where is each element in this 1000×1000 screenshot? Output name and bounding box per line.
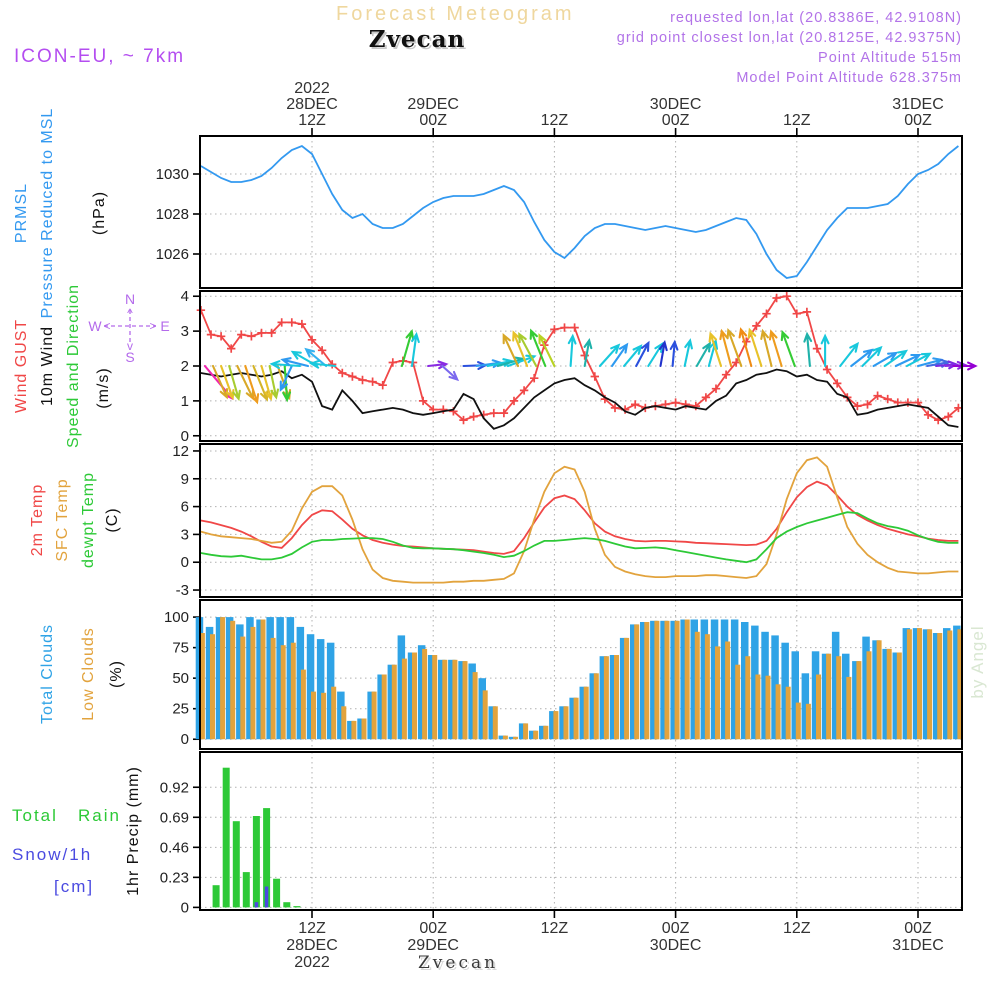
prmsl-label: PRMSL (13, 182, 30, 244)
snow-1h-label: Snow/1h (12, 845, 93, 864)
rain-series (213, 768, 301, 908)
cm-unit-label: [cm] (54, 877, 95, 896)
svg-text:3: 3 (180, 323, 189, 341)
wind-gust-label: Wind GUST (13, 318, 30, 414)
ms-unit-label: (m/s) (95, 367, 112, 409)
svg-text:100: 100 (163, 609, 189, 627)
svg-text:6: 6 (180, 498, 189, 516)
precip-axis-label: 1hr Precip (mm) (125, 766, 142, 896)
total-clouds-label: Total Clouds (39, 623, 56, 725)
svg-text:00Z: 00Z (661, 920, 690, 937)
svg-text:12: 12 (172, 442, 189, 460)
10m-wind-series (201, 370, 959, 429)
svg-text:29DEC: 29DEC (407, 937, 459, 954)
svg-text:30DEC: 30DEC (649, 96, 702, 113)
svg-text:2022: 2022 (294, 80, 330, 97)
model-point-altitude: Model Point Altitude 628.375m (736, 70, 962, 86)
wind-direction-compass (88, 291, 169, 365)
requested-lonlat: requested lon,lat (20.8386E, 42.9108N) (670, 10, 962, 26)
watermark: by Angel (968, 625, 987, 699)
svg-text:31DEC: 31DEC (892, 96, 944, 113)
svg-text:0: 0 (180, 899, 189, 917)
svg-text:28DEC: 28DEC (286, 96, 338, 113)
svg-text:12Z: 12Z (298, 112, 326, 129)
svg-text:1030: 1030 (155, 166, 189, 183)
svg-text:00Z: 00Z (419, 112, 447, 129)
svg-text:3: 3 (180, 526, 189, 544)
precip-panel (160, 752, 962, 916)
footer-station-label: Zvecan (418, 953, 499, 973)
svg-text:0.46: 0.46 (159, 839, 189, 857)
svg-text:2022: 2022 (294, 954, 330, 971)
svg-text:2: 2 (180, 358, 189, 375)
rain-word-label: Rain (78, 806, 121, 825)
pressure-reduced-to-msl-label: Pressure Reduced to MSL (39, 107, 56, 319)
svg-text:-3: -3 (175, 582, 189, 600)
svg-text:12Z: 12Z (298, 920, 326, 937)
svg-text:E: E (160, 318, 170, 334)
svg-text:12Z: 12Z (783, 920, 811, 937)
hpa-unit-label: (hPa) (91, 190, 108, 236)
c-unit-label: (C) (104, 507, 121, 533)
svg-text:v: v (127, 339, 133, 353)
svg-text:<: < (103, 319, 111, 333)
svg-text:9: 9 (180, 470, 189, 488)
station-title: Zvecan (368, 26, 466, 53)
svg-text:00Z: 00Z (904, 112, 932, 129)
svg-text:75: 75 (172, 639, 189, 657)
model-label: ICON-EU, ~ 7km (14, 46, 186, 67)
prmsl-series (201, 146, 959, 278)
svg-text:0.23: 0.23 (159, 869, 189, 887)
wind-panel (181, 288, 976, 445)
svg-text:50: 50 (172, 670, 189, 688)
svg-text:30DEC: 30DEC (649, 937, 702, 954)
svg-text:1026: 1026 (155, 246, 189, 263)
svg-text:31DEC: 31DEC (892, 937, 944, 954)
speed-and-direction-label: Speed and Direction (65, 284, 82, 448)
svg-text:0: 0 (180, 427, 189, 445)
rain-total-label: Total (12, 806, 58, 825)
svg-text:>: > (149, 319, 157, 333)
wind-10m-label: 10m Wind (39, 325, 56, 407)
svg-text:12Z: 12Z (783, 112, 811, 129)
svg-text:N: N (124, 291, 136, 307)
temp-dewpt-label: dewpt Temp (80, 472, 97, 568)
svg-text:4: 4 (180, 288, 189, 306)
low-clouds-label: Low Clouds (80, 627, 97, 721)
clouds-panel (164, 600, 962, 749)
svg-text:S: S (125, 349, 135, 365)
svg-text:25: 25 (172, 700, 189, 718)
svg-text:00Z: 00Z (419, 920, 447, 937)
svg-text:12Z: 12Z (540, 112, 569, 129)
point-altitude: Point Altitude 515m (818, 50, 962, 66)
svg-text:0.92: 0.92 (159, 779, 189, 797)
svg-text:00Z: 00Z (661, 112, 690, 129)
svg-text:1028: 1028 (155, 206, 189, 223)
grid-point-lonlat: grid point closest lon,lat (20.8125E, 42.9375N) (616, 30, 962, 46)
svg-text:W: W (88, 318, 102, 334)
temp-2m-label: 2m Temp (29, 483, 46, 557)
svg-text:12Z: 12Z (540, 920, 569, 937)
svg-text:0: 0 (180, 554, 189, 572)
pressure-panel (156, 136, 962, 288)
svg-text:^: ^ (127, 306, 133, 320)
svg-text:29DEC: 29DEC (407, 96, 459, 113)
temp-sfc-label: SFC Temp (54, 478, 71, 562)
temp-panel (172, 443, 962, 599)
svg-text:1: 1 (180, 392, 189, 410)
svg-text:00Z: 00Z (904, 920, 932, 937)
page-title: Forecast Meteogram (336, 3, 575, 25)
pct-unit-label: (%) (108, 660, 125, 688)
sfc-temp-series (201, 457, 959, 582)
svg-text:0.69: 0.69 (159, 809, 189, 827)
svg-text:0: 0 (180, 731, 189, 749)
svg-text:28DEC: 28DEC (286, 937, 338, 954)
